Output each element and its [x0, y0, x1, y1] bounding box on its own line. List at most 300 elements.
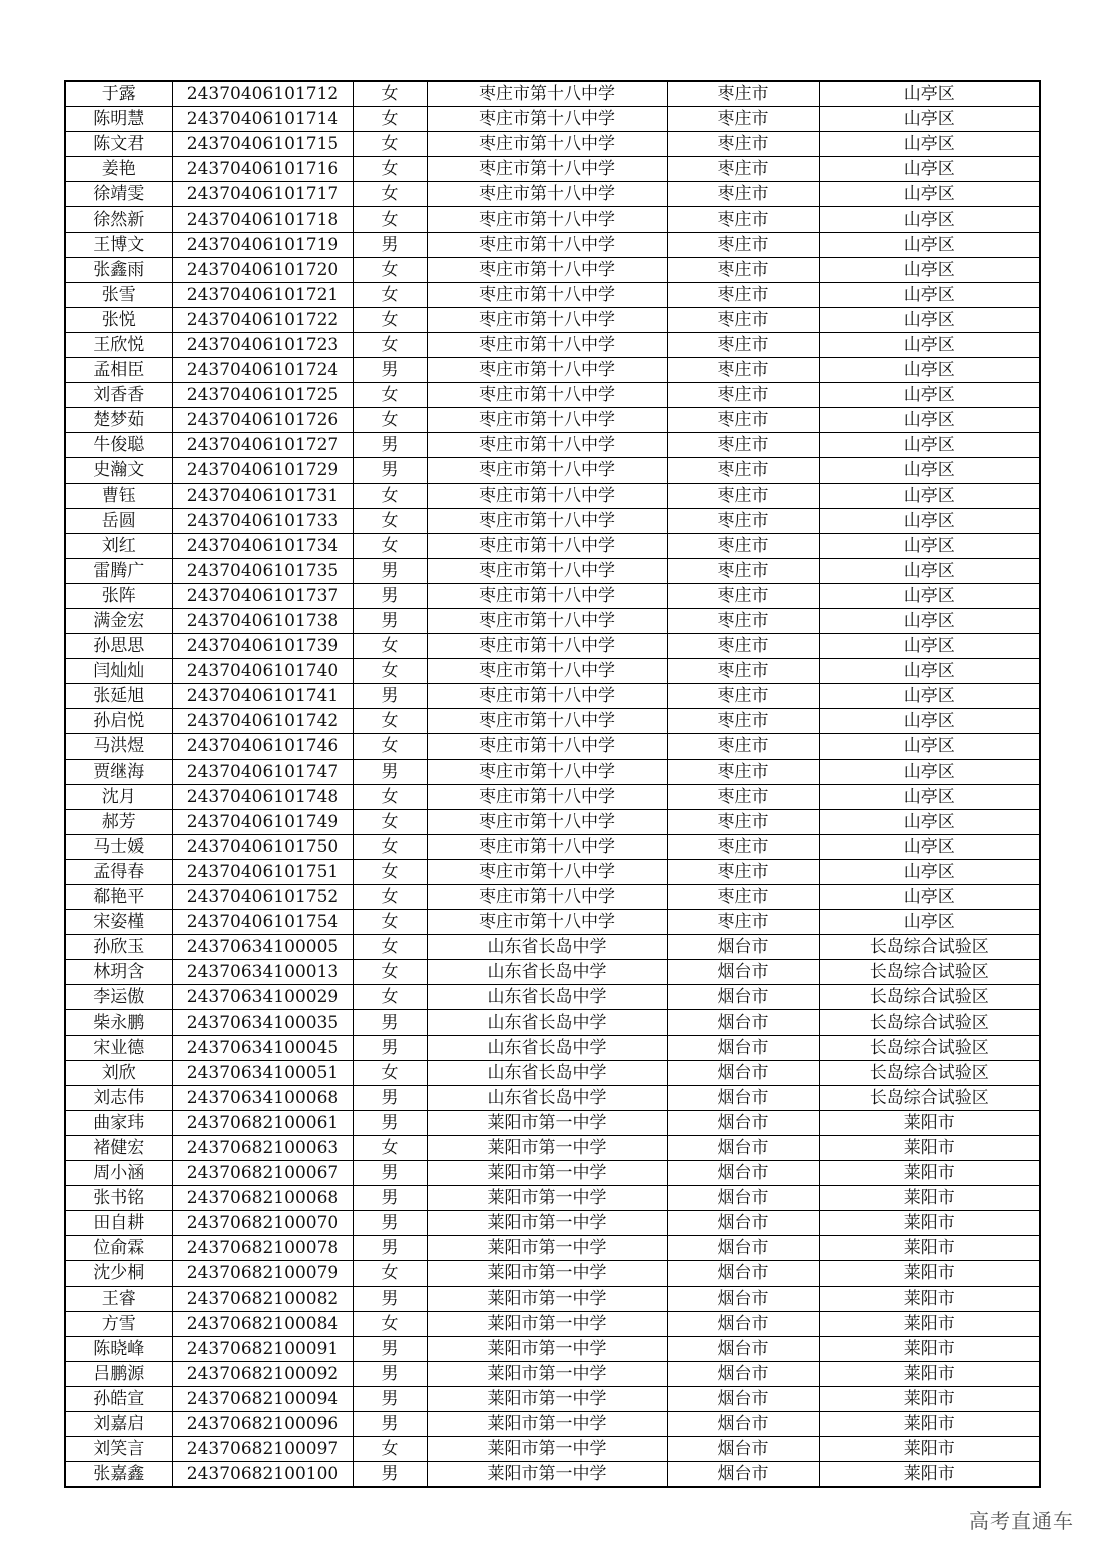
table-row: [65, 1010, 1040, 1035]
city-cell: 枣庄市: [667, 508, 819, 533]
city-cell: 枣庄市: [667, 759, 819, 784]
name-cell: 张悦: [65, 307, 172, 332]
exam-id-cell: 24370682100091: [172, 1336, 353, 1361]
name-cell: 贾继海: [65, 759, 172, 784]
gender-cell: 男: [353, 558, 427, 583]
gender-cell: 男: [353, 1010, 427, 1035]
district-cell: 莱阳市: [819, 1161, 1040, 1186]
city-cell: 枣庄市: [667, 583, 819, 608]
exam-id-cell: 24370682100082: [172, 1286, 353, 1311]
name-cell: 徐靖雯: [65, 182, 172, 207]
district-cell: 山亭区: [819, 558, 1040, 583]
school-cell: 莱阳市第一中学: [427, 1161, 667, 1186]
city-cell: 枣庄市: [667, 232, 819, 257]
city-cell: 枣庄市: [667, 408, 819, 433]
school-cell: 枣庄市第十八中学: [427, 232, 667, 257]
name-cell: 孙思思: [65, 634, 172, 659]
table-row: [65, 910, 1040, 935]
district-cell: 山亭区: [819, 533, 1040, 558]
district-cell: 山亭区: [819, 508, 1040, 533]
school-cell: 莱阳市第一中学: [427, 1261, 667, 1286]
exam-id-cell: 24370406101750: [172, 834, 353, 859]
exam-id-cell: 24370406101717: [172, 182, 353, 207]
district-cell: 长岛综合试验区: [819, 1060, 1040, 1085]
school-cell: 枣庄市第十八中学: [427, 634, 667, 659]
exam-id-cell: 24370406101746: [172, 734, 353, 759]
district-cell: 长岛综合试验区: [819, 935, 1040, 960]
gender-cell: 女: [353, 207, 427, 232]
table-row: [65, 182, 1040, 207]
gender-cell: 女: [353, 910, 427, 935]
name-cell: 周小涵: [65, 1161, 172, 1186]
city-cell: 烟台市: [667, 1386, 819, 1411]
district-cell: 山亭区: [819, 634, 1040, 659]
gender-cell: 女: [353, 257, 427, 282]
name-cell: 位俞霖: [65, 1236, 172, 1261]
gender-cell: 女: [353, 985, 427, 1010]
city-cell: 枣庄市: [667, 157, 819, 182]
gender-cell: 男: [353, 1186, 427, 1211]
exam-id-cell: 24370406101737: [172, 583, 353, 608]
district-cell: 莱阳市: [819, 1236, 1040, 1261]
name-cell: 闫灿灿: [65, 659, 172, 684]
school-cell: 枣庄市第十八中学: [427, 558, 667, 583]
city-cell: 烟台市: [667, 1261, 819, 1286]
school-cell: 枣庄市第十八中学: [427, 583, 667, 608]
table-row: [65, 1411, 1040, 1436]
city-cell: 烟台市: [667, 1361, 819, 1386]
exam-id-cell: 24370682100096: [172, 1411, 353, 1436]
exam-id-cell: 24370682100092: [172, 1361, 353, 1386]
school-cell: 枣庄市第十八中学: [427, 483, 667, 508]
school-cell: 莱阳市第一中学: [427, 1437, 667, 1462]
city-cell: 枣庄市: [667, 809, 819, 834]
gender-cell: 男: [353, 1085, 427, 1110]
exam-id-cell: 24370406101727: [172, 433, 353, 458]
table-row: [65, 1085, 1040, 1110]
exam-id-cell: 24370406101739: [172, 634, 353, 659]
name-cell: 沈少桐: [65, 1261, 172, 1286]
school-cell: 枣庄市第十八中学: [427, 157, 667, 182]
city-cell: 枣庄市: [667, 207, 819, 232]
school-cell: 枣庄市第十八中学: [427, 107, 667, 132]
gender-cell: 女: [353, 809, 427, 834]
city-cell: 枣庄市: [667, 257, 819, 282]
exam-id-cell: 24370682100063: [172, 1135, 353, 1160]
exam-id-cell: 24370406101749: [172, 809, 353, 834]
city-cell: 枣庄市: [667, 132, 819, 157]
table-row: [65, 1386, 1040, 1411]
table-row: [65, 1361, 1040, 1386]
school-cell: 枣庄市第十八中学: [427, 809, 667, 834]
table-row: [65, 282, 1040, 307]
school-cell: 山东省长岛中学: [427, 1010, 667, 1035]
city-cell: 烟台市: [667, 1236, 819, 1261]
name-cell: 刘志伟: [65, 1085, 172, 1110]
city-cell: 枣庄市: [667, 834, 819, 859]
district-cell: 山亭区: [819, 433, 1040, 458]
name-cell: 褚健宏: [65, 1135, 172, 1160]
exam-id-cell: 24370406101734: [172, 533, 353, 558]
district-cell: 山亭区: [819, 684, 1040, 709]
gender-cell: 女: [353, 734, 427, 759]
school-cell: 莱阳市第一中学: [427, 1386, 667, 1411]
school-cell: 枣庄市第十八中学: [427, 132, 667, 157]
exam-id-cell: 24370682100084: [172, 1311, 353, 1336]
table-row: [65, 533, 1040, 558]
district-cell: 莱阳市: [819, 1361, 1040, 1386]
name-cell: 张雪: [65, 282, 172, 307]
exam-id-cell: 24370406101735: [172, 558, 353, 583]
name-cell: 刘红: [65, 533, 172, 558]
city-cell: 枣庄市: [667, 383, 819, 408]
table-row: [65, 1336, 1040, 1361]
city-cell: 枣庄市: [667, 182, 819, 207]
city-cell: 烟台市: [667, 1085, 819, 1110]
exam-id-cell: 24370406101742: [172, 709, 353, 734]
school-cell: 枣庄市第十八中学: [427, 207, 667, 232]
district-cell: 山亭区: [819, 257, 1040, 282]
city-cell: 烟台市: [667, 1035, 819, 1060]
table-row: [65, 458, 1040, 483]
gender-cell: 女: [353, 383, 427, 408]
city-cell: 枣庄市: [667, 81, 819, 107]
name-cell: 孙皓宣: [65, 1386, 172, 1411]
name-cell: 刘笑言: [65, 1437, 172, 1462]
table-row: [65, 383, 1040, 408]
name-cell: 宋姿槿: [65, 910, 172, 935]
gender-cell: 男: [353, 1386, 427, 1411]
district-cell: 山亭区: [819, 408, 1040, 433]
table-row: [65, 809, 1040, 834]
exam-id-cell: 24370634100068: [172, 1085, 353, 1110]
table-row: [65, 1462, 1040, 1488]
city-cell: 烟台市: [667, 1311, 819, 1336]
name-cell: 林玥含: [65, 960, 172, 985]
school-cell: 枣庄市第十八中学: [427, 659, 667, 684]
district-cell: 长岛综合试验区: [819, 960, 1040, 985]
city-cell: 烟台市: [667, 1437, 819, 1462]
city-cell: 烟台市: [667, 1211, 819, 1236]
district-cell: 莱阳市: [819, 1286, 1040, 1311]
table-row: [65, 1236, 1040, 1261]
exam-id-cell: 24370406101729: [172, 458, 353, 483]
city-cell: 枣庄市: [667, 709, 819, 734]
name-cell: 王欣悦: [65, 332, 172, 357]
city-cell: 枣庄市: [667, 307, 819, 332]
table-row: [65, 1110, 1040, 1135]
exam-id-cell: 24370406101752: [172, 885, 353, 910]
exam-id-cell: 24370634100035: [172, 1010, 353, 1035]
gender-cell: 男: [353, 1411, 427, 1436]
school-cell: 枣庄市第十八中学: [427, 81, 667, 107]
district-cell: 莱阳市: [819, 1437, 1040, 1462]
district-cell: 莱阳市: [819, 1336, 1040, 1361]
exam-id-cell: 24370682100094: [172, 1386, 353, 1411]
district-cell: 莱阳市: [819, 1462, 1040, 1488]
watermark-text: 高考直通车: [969, 1509, 1074, 1533]
name-cell: 柴永鹏: [65, 1010, 172, 1035]
name-cell: 田自耕: [65, 1211, 172, 1236]
gender-cell: 女: [353, 408, 427, 433]
exam-id-cell: 24370406101718: [172, 207, 353, 232]
gender-cell: 女: [353, 960, 427, 985]
school-cell: 枣庄市第十八中学: [427, 383, 667, 408]
exam-id-cell: 24370406101719: [172, 232, 353, 257]
name-cell: 张嘉鑫: [65, 1462, 172, 1488]
school-cell: 枣庄市第十八中学: [427, 885, 667, 910]
name-cell: 曹钰: [65, 483, 172, 508]
district-cell: 莱阳市: [819, 1135, 1040, 1160]
table-row: [65, 332, 1040, 357]
name-cell: 李运傲: [65, 985, 172, 1010]
gender-cell: 女: [353, 483, 427, 508]
district-cell: 莱阳市: [819, 1211, 1040, 1236]
district-cell: 长岛综合试验区: [819, 1085, 1040, 1110]
table-row: [65, 132, 1040, 157]
table-row: [65, 834, 1040, 859]
city-cell: 烟台市: [667, 1186, 819, 1211]
district-cell: 莱阳市: [819, 1311, 1040, 1336]
exam-id-cell: 24370406101747: [172, 759, 353, 784]
name-cell: 徐然新: [65, 207, 172, 232]
gender-cell: 男: [353, 759, 427, 784]
school-cell: 枣庄市第十八中学: [427, 358, 667, 383]
exam-id-cell: 24370406101721: [172, 282, 353, 307]
gender-cell: 男: [353, 458, 427, 483]
gender-cell: 男: [353, 1462, 427, 1488]
school-cell: 枣庄市第十八中学: [427, 734, 667, 759]
district-cell: 长岛综合试验区: [819, 985, 1040, 1010]
school-cell: 山东省长岛中学: [427, 960, 667, 985]
district-cell: 山亭区: [819, 910, 1040, 935]
city-cell: 烟台市: [667, 935, 819, 960]
city-cell: 烟台市: [667, 960, 819, 985]
school-cell: 山东省长岛中学: [427, 935, 667, 960]
gender-cell: 男: [353, 433, 427, 458]
city-cell: 烟台市: [667, 1411, 819, 1436]
gender-cell: 女: [353, 859, 427, 884]
gender-cell: 男: [353, 1110, 427, 1135]
table-row: [65, 583, 1040, 608]
school-cell: 莱阳市第一中学: [427, 1110, 667, 1135]
gender-cell: 女: [353, 1135, 427, 1160]
table-row: [65, 684, 1040, 709]
school-cell: 山东省长岛中学: [427, 1035, 667, 1060]
district-cell: 山亭区: [819, 383, 1040, 408]
exam-id-cell: 24370406101716: [172, 157, 353, 182]
school-cell: 枣庄市第十八中学: [427, 834, 667, 859]
gender-cell: 女: [353, 81, 427, 107]
school-cell: 枣庄市第十八中学: [427, 408, 667, 433]
school-cell: 枣庄市第十八中学: [427, 910, 667, 935]
table-row: [65, 307, 1040, 332]
name-cell: 于露: [65, 81, 172, 107]
table-row: [65, 1211, 1040, 1236]
name-cell: 楚梦茹: [65, 408, 172, 433]
table-row: [65, 81, 1040, 107]
school-cell: 莱阳市第一中学: [427, 1361, 667, 1386]
city-cell: 烟台市: [667, 1010, 819, 1035]
school-cell: 莱阳市第一中学: [427, 1311, 667, 1336]
exam-id-cell: 24370406101723: [172, 332, 353, 357]
school-cell: 山东省长岛中学: [427, 1060, 667, 1085]
name-cell: 刘欣: [65, 1060, 172, 1085]
table-row: [65, 1437, 1040, 1462]
exam-id-cell: 24370682100070: [172, 1211, 353, 1236]
city-cell: 枣庄市: [667, 859, 819, 884]
city-cell: 枣庄市: [667, 885, 819, 910]
exam-id-cell: 24370406101715: [172, 132, 353, 157]
district-cell: 山亭区: [819, 583, 1040, 608]
district-cell: 山亭区: [819, 608, 1040, 633]
table-row: [65, 207, 1040, 232]
district-cell: 山亭区: [819, 232, 1040, 257]
city-cell: 烟台市: [667, 1110, 819, 1135]
school-cell: 枣庄市第十八中学: [427, 257, 667, 282]
city-cell: 枣庄市: [667, 358, 819, 383]
district-cell: 山亭区: [819, 332, 1040, 357]
gender-cell: 女: [353, 709, 427, 734]
name-cell: 孟相臣: [65, 358, 172, 383]
district-cell: 山亭区: [819, 358, 1040, 383]
exam-id-cell: 24370406101724: [172, 358, 353, 383]
gender-cell: 男: [353, 1211, 427, 1236]
exam-id-cell: 24370634100051: [172, 1060, 353, 1085]
table-row: [65, 960, 1040, 985]
city-cell: 枣庄市: [667, 483, 819, 508]
gender-cell: 女: [353, 784, 427, 809]
district-cell: 山亭区: [819, 734, 1040, 759]
city-cell: 枣庄市: [667, 910, 819, 935]
gender-cell: 男: [353, 1336, 427, 1361]
school-cell: 枣庄市第十八中学: [427, 182, 667, 207]
district-cell: 莱阳市: [819, 1110, 1040, 1135]
school-cell: 枣庄市第十八中学: [427, 282, 667, 307]
gender-cell: 女: [353, 1060, 427, 1085]
name-cell: 郗艳平: [65, 885, 172, 910]
district-cell: 山亭区: [819, 809, 1040, 834]
table-row: [65, 709, 1040, 734]
name-cell: 王睿: [65, 1286, 172, 1311]
table-row: [65, 1135, 1040, 1160]
district-cell: 山亭区: [819, 709, 1040, 734]
name-cell: 姜艳: [65, 157, 172, 182]
district-cell: 山亭区: [819, 759, 1040, 784]
district-cell: 莱阳市: [819, 1186, 1040, 1211]
gender-cell: 女: [353, 182, 427, 207]
table-row: [65, 257, 1040, 282]
name-cell: 满金宏: [65, 608, 172, 633]
school-cell: 枣庄市第十八中学: [427, 307, 667, 332]
school-cell: 枣庄市第十八中学: [427, 709, 667, 734]
city-cell: 枣庄市: [667, 533, 819, 558]
city-cell: 枣庄市: [667, 608, 819, 633]
district-cell: 山亭区: [819, 207, 1040, 232]
gender-cell: 女: [353, 533, 427, 558]
name-cell: 孙启悦: [65, 709, 172, 734]
name-cell: 张阵: [65, 583, 172, 608]
exam-id-cell: 24370682100061: [172, 1110, 353, 1135]
name-cell: 陈文君: [65, 132, 172, 157]
exam-id-cell: 24370406101738: [172, 608, 353, 633]
name-cell: 张鑫雨: [65, 257, 172, 282]
district-cell: 山亭区: [819, 885, 1040, 910]
gender-cell: 男: [353, 232, 427, 257]
exam-id-cell: 24370406101731: [172, 483, 353, 508]
city-cell: 烟台市: [667, 1462, 819, 1488]
gender-cell: 男: [353, 583, 427, 608]
table-row: [65, 1286, 1040, 1311]
school-cell: 枣庄市第十八中学: [427, 433, 667, 458]
exam-id-cell: 24370682100067: [172, 1161, 353, 1186]
roster-body: [65, 81, 1040, 1487]
table-row: [65, 784, 1040, 809]
table-row: [65, 734, 1040, 759]
exam-id-cell: 24370682100068: [172, 1186, 353, 1211]
district-cell: 山亭区: [819, 659, 1040, 684]
student-roster-table: [64, 80, 1041, 1488]
gender-cell: 女: [353, 107, 427, 132]
gender-cell: 女: [353, 935, 427, 960]
district-cell: 山亭区: [819, 282, 1040, 307]
school-cell: 莱阳市第一中学: [427, 1236, 667, 1261]
exam-id-cell: 24370634100013: [172, 960, 353, 985]
name-cell: 张延旭: [65, 684, 172, 709]
gender-cell: 女: [353, 508, 427, 533]
exam-id-cell: 24370406101720: [172, 257, 353, 282]
school-cell: 山东省长岛中学: [427, 985, 667, 1010]
table-row: [65, 859, 1040, 884]
table-row: [65, 358, 1040, 383]
school-cell: 莱阳市第一中学: [427, 1411, 667, 1436]
name-cell: 马士媛: [65, 834, 172, 859]
exam-id-cell: 24370406101714: [172, 107, 353, 132]
exam-id-cell: 24370406101726: [172, 408, 353, 433]
district-cell: 莱阳市: [819, 1411, 1040, 1436]
name-cell: 孙欣玉: [65, 935, 172, 960]
gender-cell: 男: [353, 358, 427, 383]
gender-cell: 男: [353, 684, 427, 709]
school-cell: 枣庄市第十八中学: [427, 608, 667, 633]
gender-cell: 女: [353, 307, 427, 332]
gender-cell: 男: [353, 1236, 427, 1261]
district-cell: 山亭区: [819, 157, 1040, 182]
gender-cell: 女: [353, 885, 427, 910]
exam-id-cell: 24370682100079: [172, 1261, 353, 1286]
school-cell: 莱阳市第一中学: [427, 1336, 667, 1361]
city-cell: 枣庄市: [667, 634, 819, 659]
exam-id-cell: 24370682100097: [172, 1437, 353, 1462]
name-cell: 宋业德: [65, 1035, 172, 1060]
name-cell: 方雪: [65, 1311, 172, 1336]
school-cell: 莱阳市第一中学: [427, 1211, 667, 1236]
exam-id-cell: 24370406101725: [172, 383, 353, 408]
district-cell: 长岛综合试验区: [819, 1010, 1040, 1035]
city-cell: 烟台市: [667, 1161, 819, 1186]
school-cell: 枣庄市第十八中学: [427, 332, 667, 357]
name-cell: 郝芳: [65, 809, 172, 834]
district-cell: 山亭区: [819, 182, 1040, 207]
gender-cell: 男: [353, 1361, 427, 1386]
exam-id-cell: 24370406101722: [172, 307, 353, 332]
table-row: [65, 1035, 1040, 1060]
table-row: [65, 659, 1040, 684]
gender-cell: 女: [353, 1311, 427, 1336]
exam-id-cell: 24370634100045: [172, 1035, 353, 1060]
district-cell: 山亭区: [819, 784, 1040, 809]
city-cell: 烟台市: [667, 1135, 819, 1160]
